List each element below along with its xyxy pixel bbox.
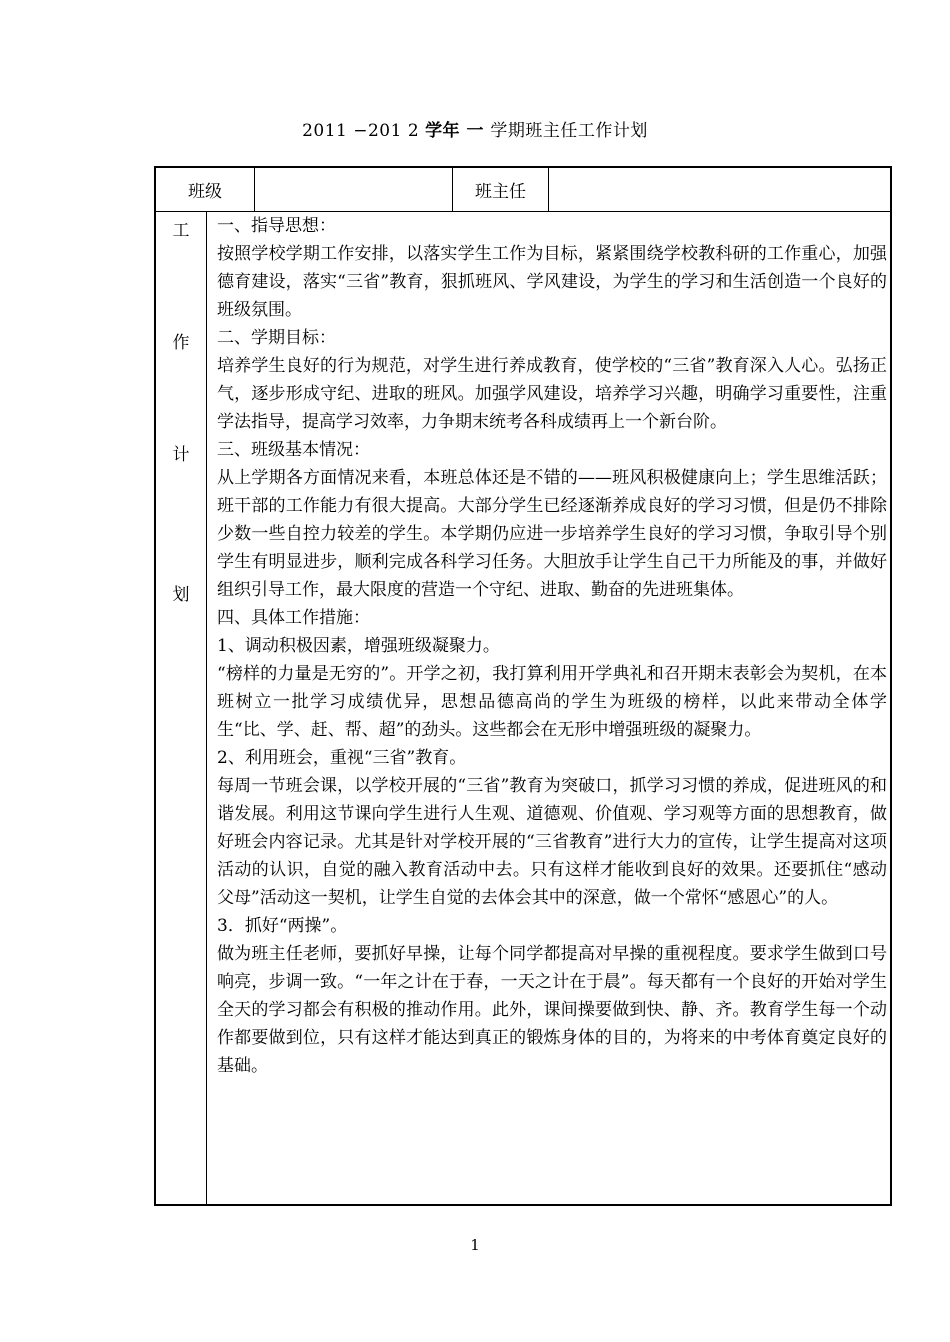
subheading: 2、利用班会，重视“三省”教育。 bbox=[217, 748, 467, 768]
section-heading: 二、学期目标： bbox=[217, 328, 336, 348]
title-years: 2011 −201 2 bbox=[302, 121, 426, 141]
title-plan: 学期班主任工作计划 bbox=[490, 121, 648, 141]
class-label: 班级 bbox=[156, 168, 255, 211]
plan-table bbox=[154, 166, 892, 1206]
subheading: 3．抓好“两操”。 bbox=[217, 916, 348, 936]
paragraph: 每周一节班会课，以学校开展的“三省”教育为突破口，抓学习习惯的养成，促进班风的和谐发展。利用这节课向学生进行人生观、道德观、价值观、学习观等方面的思想教育，做好班会内容记录。尤其是针对学校开展的“三省教育”进行大力的宣传，让学生提高对这项活动的认识，自觉的融入教育活动中去。只有这样才能收到良好的效果。还要抓住“感动父母”活动这一契机，让学生自觉的去体会其中的深意，做一个常怀“感恩心”的人。 bbox=[217, 776, 887, 908]
side-char: 作 bbox=[172, 333, 190, 353]
side-char: 工 bbox=[172, 221, 190, 241]
plan-content bbox=[217, 212, 887, 1080]
section-heading: 一、指导思想： bbox=[217, 216, 336, 236]
paragraph: “榜样的力量是无穷的”。开学之初，我打算利用开学典礼和召开期末表彰会为契机，在本班树立一批学习成绩优异，思想品德高尚的学生为班级的榜样，以此来带动全体学生“比、学、赶、帮、超”的劲头。这些都会在无形中增强班级的凝聚力。 bbox=[217, 664, 887, 740]
table-header-row bbox=[156, 168, 890, 212]
paragraph: 从上学期各方面情况来看，本班总体还是不错的——班风积极健康向上；学生思维活跃；班干部的工作能力有很大提高。大部分学生已经逐渐养成良好的学习习惯，但是仍不排除少数一些自控力较差的学生。本学期仍应进一步培养学生良好的学习习惯，争取引导个别学生有明显进步，顺利完成各科学习任务。大胆放手让学生自己干力所能及的事，并做好组织引导工作，最大限度的营造一个守纪、进取、勤奋的先进班集体。 bbox=[217, 468, 887, 600]
title-term: 学年 一 bbox=[425, 121, 491, 141]
paragraph: 培养学生良好的行为规范，对学生进行养成教育，使学校的“三省”教育深入人心。弘扬正气，逐步形成守纪、进取的班风。加强学风建设，培养学习兴趣，明确学习重要性，注重学法指导，提高学习效率，力争期末统考各科成绩再上一个新台阶。 bbox=[217, 356, 887, 432]
class-value-cell[interactable] bbox=[255, 168, 453, 211]
section-heading: 三、班级基本情况： bbox=[217, 440, 370, 460]
teacher-value-cell[interactable] bbox=[549, 168, 890, 211]
side-char: 计 bbox=[172, 445, 190, 465]
document-title bbox=[0, 116, 950, 141]
work-plan-side-label bbox=[156, 212, 207, 1204]
page-number: 1 bbox=[470, 1236, 480, 1254]
paragraph: 按照学校学期工作安排，以落实学生工作为目标，紧紧围绕学校教科研的工作重心，加强德育建设，落实“三省”教育，狠抓班风、学风建设，为学生的学习和生活创造一个良好的班级氛围。 bbox=[217, 244, 887, 320]
subheading: 1、调动积极因素，增强班级凝聚力。 bbox=[217, 636, 500, 656]
section-heading: 四、具体工作措施： bbox=[217, 608, 370, 628]
teacher-label: 班主任 bbox=[453, 168, 549, 211]
side-char: 划 bbox=[172, 585, 190, 605]
paragraph: 做为班主任老师，要抓好早操，让每个同学都提高对早操的重视程度。要求学生做到口号响亮，步调一致。“一年之计在于春，一天之计在于晨”。每天都有一个良好的开始对学生全天的学习都会有积极的推动作用。此外，课间操要做到快、静、齐。教育学生每一个动作都要做到位，只有这样才能达到真正的锻炼身体的目的，为将来的中考体育奠定良好的基础。 bbox=[217, 944, 887, 1076]
